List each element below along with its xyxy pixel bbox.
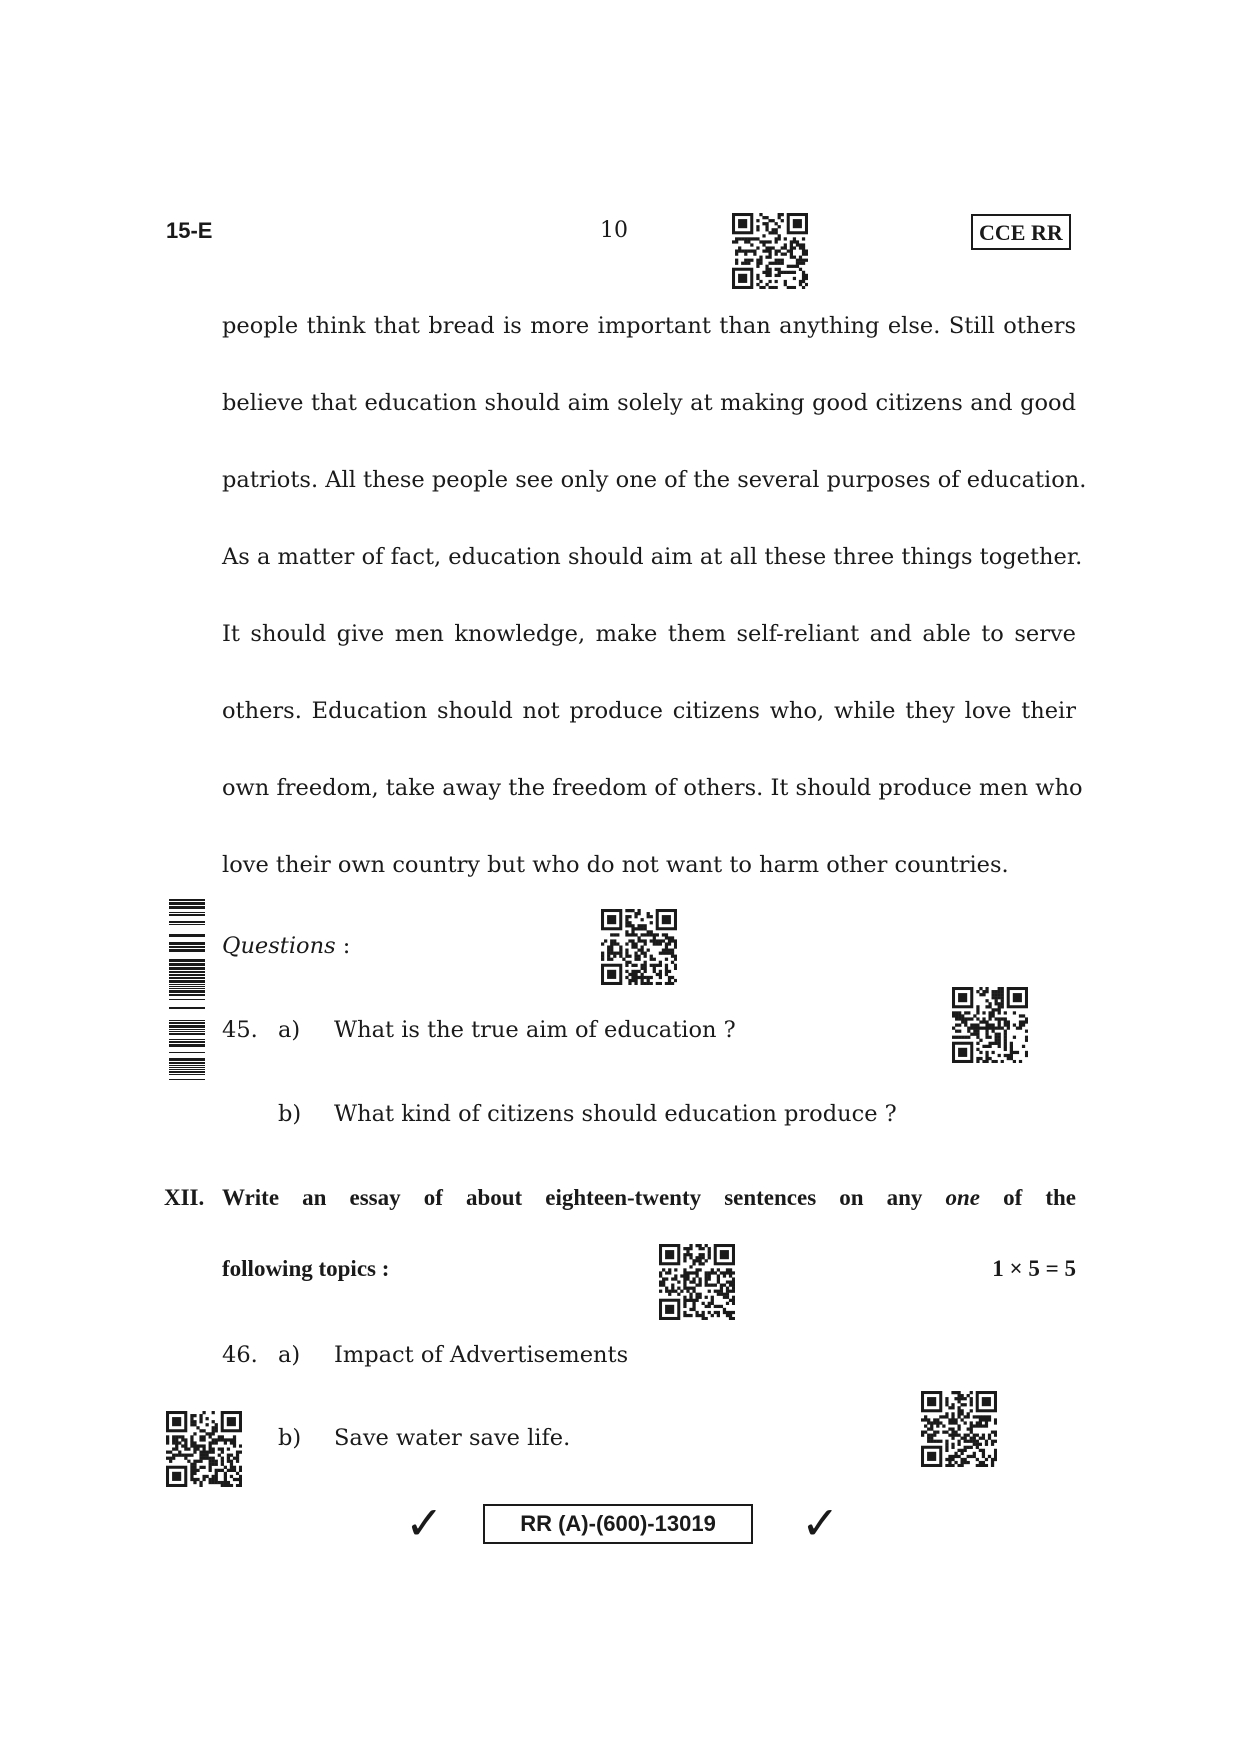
passage-line: believe that education should aim solely at making good citizens and good <box>222 390 1076 416</box>
question-number: 46. <box>222 1342 258 1368</box>
question-text: Impact of Advertisements <box>334 1342 629 1368</box>
check-mark-icon: ✓ <box>801 1496 840 1550</box>
instruction-part: of the <box>980 1185 1076 1210</box>
qr-code-questions <box>601 909 677 985</box>
passage-line: others. Education should not produce citizens who, while they love their <box>222 698 1076 724</box>
section-number: XII. <box>164 1185 205 1210</box>
section-instruction-line2: following topics : <box>222 1256 390 1281</box>
instruction-part: Write an essay of about eighteen-twenty sentences on any <box>222 1185 946 1210</box>
marks-allocation: 1 × 5 = 5 <box>992 1256 1076 1281</box>
section-instruction <box>222 1185 1076 1211</box>
questions-heading-colon: : <box>335 933 351 959</box>
qr-code-header <box>732 213 808 289</box>
question-part-letter: a) <box>278 1017 301 1043</box>
passage-line: It should give men knowledge, make them self-reliant and able to serve <box>222 621 1076 647</box>
barcode <box>169 897 205 1083</box>
question-number: 45. <box>222 1017 258 1043</box>
exam-code-box: CCE RR <box>971 214 1071 250</box>
questions-heading-label: Questions <box>222 933 336 959</box>
passage-line: people think that bread is more important than anything else. Still others <box>222 313 1076 339</box>
qr-code-left <box>166 1411 242 1487</box>
instruction-emphasis: one <box>945 1185 981 1210</box>
check-mark-icon: ✓ <box>405 1496 444 1550</box>
page-number: 10 <box>600 218 628 243</box>
question-text: What kind of citizens should education produce ? <box>334 1101 897 1127</box>
paper-id-box: RR (A)-(600)-13019 <box>483 1504 753 1544</box>
qr-code-topics <box>659 1244 735 1320</box>
paper-code: 15-E <box>166 218 213 243</box>
passage-line: patriots. All these people see only one of the several purposes of education. <box>222 467 1087 493</box>
passage-line: As a matter of fact, education should aim at all these three things together. <box>222 544 1083 570</box>
qr-code-q45 <box>952 987 1028 1063</box>
question-part-letter: b) <box>278 1101 302 1127</box>
qr-code-right <box>921 1391 997 1467</box>
question-text: Save water save life. <box>334 1425 571 1451</box>
question-part-letter: a) <box>278 1342 301 1368</box>
passage-line: own freedom, take away the freedom of others. It should produce men who <box>222 775 1083 801</box>
question-text: What is the true aim of education ? <box>334 1017 736 1043</box>
question-part-letter: b) <box>278 1425 302 1451</box>
passage-line: love their own country but who do not want to harm other countries. <box>222 852 1009 878</box>
questions-heading <box>222 933 350 959</box>
